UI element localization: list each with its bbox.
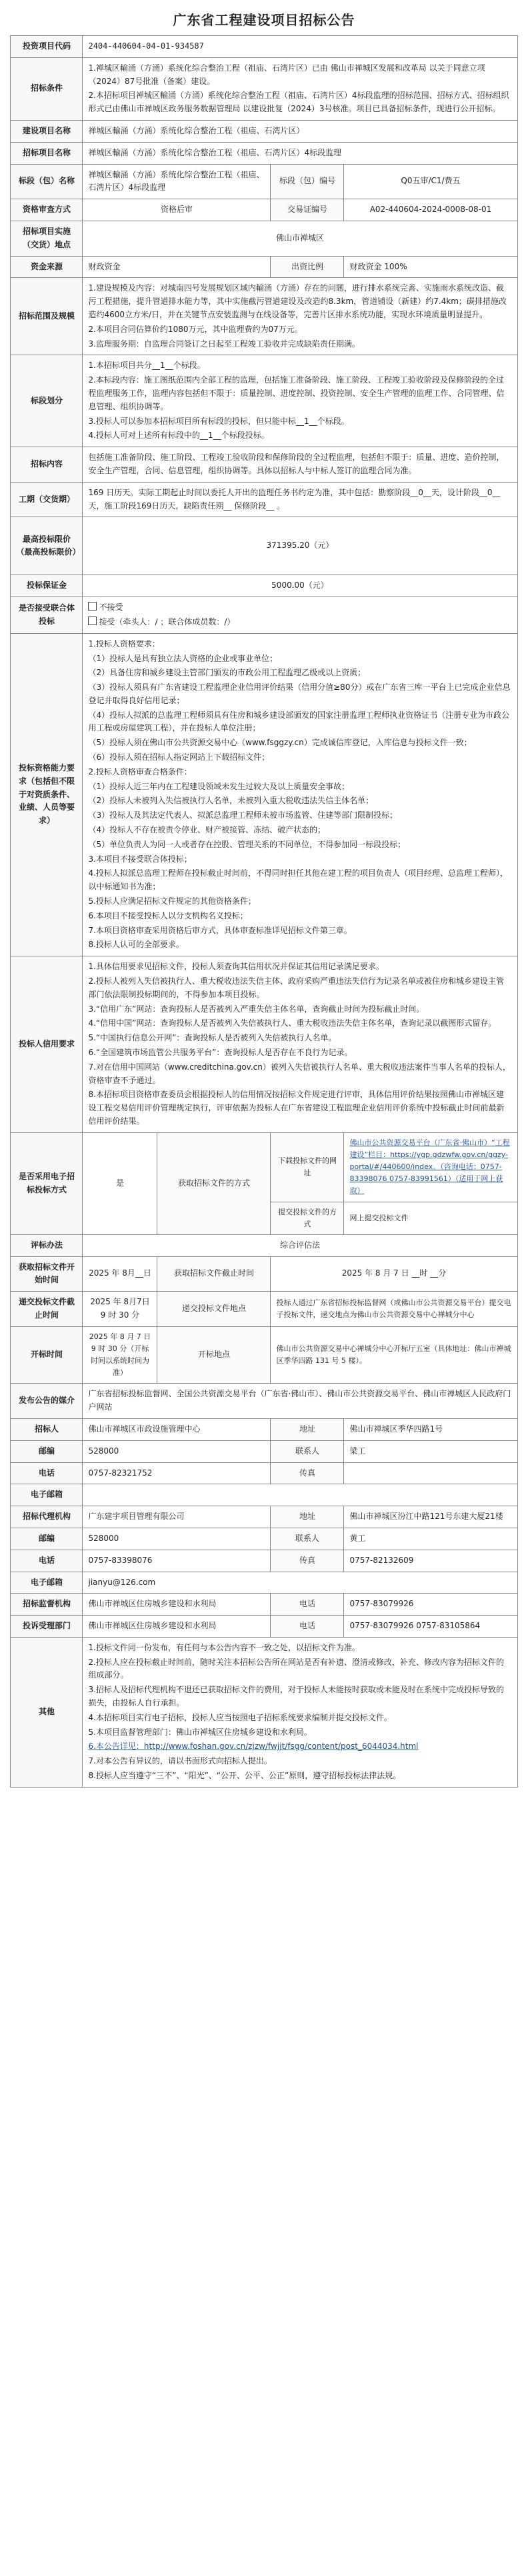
deadline-label: 递交投标文件截止时间 — [11, 1292, 83, 1327]
row-limit-price — [11, 517, 517, 575]
row-tenderer-4 — [11, 1484, 517, 1506]
supervisor-label: 招标监督机构 — [11, 1594, 83, 1616]
period-label: 工期（交货期） — [11, 482, 83, 517]
row-supervisor-1 — [11, 1594, 517, 1616]
note-item: 7.对本公告有异议的，请以书面形式向招标人提出。 — [88, 1756, 272, 1766]
download-address — [344, 1132, 517, 1202]
scope-item: 3.监理服务期：自监理合同签订之日起至工程竣工验收并完成缺陷责任期满。 — [88, 339, 360, 349]
submit-place-value: 投标人通过广东省招标投标监督网（或佛山市公共资源交易平台）提交电子投标文件，递交地点为佛山市公共资源交易中心禅城分中心 — [271, 1292, 517, 1327]
agent-phone: 0757-83398076 — [83, 1550, 271, 1572]
agent-name: 广东建宇项目管理有限公司 — [83, 1506, 271, 1528]
joint-label: 是否接受联合体 投标 — [11, 597, 83, 634]
qualification-item: （1）投标人是具有独立法人资格的企业或事业单位； — [88, 653, 278, 663]
row-period — [11, 482, 517, 517]
agent-address: 佛山市禅城区汾江中路121号东建大厦21楼 — [344, 1506, 517, 1528]
announcement-table — [10, 35, 517, 1788]
project-name-label: 建设项目名称 — [11, 120, 83, 142]
row-agent-3 — [11, 1550, 517, 1572]
tenderer-zip-label: 邮编 — [11, 1440, 83, 1462]
exam-code-value: A02-440604-2024-0008-08-01 — [344, 199, 517, 221]
row-project-code — [11, 36, 517, 58]
location-value: 佛山市禅城区 — [83, 221, 517, 256]
qualification-item: 2.投标人资格审查合格条件： — [88, 766, 192, 776]
method-label: 获取招标文件的方式 — [157, 1132, 271, 1234]
project-name-value: 禅城区輸涌（方涌）系统化综合整治工程（祖庙、石湾片区） — [83, 120, 517, 142]
tenderer-fax — [344, 1462, 517, 1484]
download-address-text[interactable]: 佛山市公共资源交易平台（广东省·佛山市）“工程建设”栏目：https://ygp.gdzwfw.gov.cn/ggzy-portal/#/440600/index。（咨询电话：0757-83398076 0757-83991561）（适用于网上获取） — [349, 1138, 510, 1196]
open-place-value: 佛山市公共资源交易中心禅城分中心开标厅五室（具体地址：佛山市禅城区季华四路 131 号 5 楼）。 — [271, 1326, 517, 1384]
row-opening — [11, 1326, 517, 1384]
content-label: 招标内容 — [11, 447, 83, 483]
media-value: 广东省招标投标监督网、全国公共资源交易平台（广东省·佛山市）、佛山市公共资源交易平台、佛山市禅城区人民政府门户网站 — [83, 1384, 517, 1419]
qualification-item: 8.投标人认可的全部要求。 — [88, 940, 184, 950]
row-tenderer-3 — [11, 1462, 517, 1484]
credit-item: 2.投标人被列入失信被执行人、重大税收违法失信主体、政府采购严重违法失信行为记录名单或被住房和城乡建设主管部门依法限制投标期间的，不得参加本项目投标。 — [88, 976, 504, 999]
electronic-label: 是否采用电子招标投标方式 — [11, 1132, 83, 1234]
exam-code-label: 交易证编号 — [271, 199, 344, 221]
conditions-label: 招标条件 — [11, 57, 83, 120]
row-location — [11, 221, 517, 256]
row-project-name — [11, 120, 517, 142]
section-name-value: 禅城区輸涌（方涌）系统化综合整治工程（祖庙、石湾片区）4标段监理 — [83, 142, 517, 164]
section-split-cell — [83, 355, 517, 447]
note-link[interactable]: 6.本公告详见：http://www.foshan.gov.cn/zjzw/fwjjt/fsgg/content/post_6044034.html — [88, 1742, 419, 1752]
deadline-value: 2025 年 8月7日 9 时 30 分 — [83, 1292, 157, 1327]
electronic-value: 是 — [83, 1132, 157, 1234]
qualifications-cell — [83, 633, 517, 956]
agent-contact: 黄工 — [344, 1528, 517, 1550]
qualification-item: （4）投标人不存在被责令停业、财产被接管、冻结、破产状态的； — [88, 825, 326, 835]
tenderer-contact-label: 联系人 — [271, 1440, 344, 1462]
lot-name-value: 禅城区輸涌（方涌）系统化综合整治工程（祖庙、石湾片区）4标段监理 — [83, 164, 271, 199]
qualification-item: 6.本项目不接受投标人以分支机构名义投标； — [88, 910, 248, 920]
submit-method-value: 网上提交投标文件 — [344, 1202, 517, 1234]
tenderer-phone: 0757-82321752 — [83, 1462, 271, 1484]
submit-method-label: 提交投标文件的方式 — [271, 1202, 344, 1234]
complaint-name: 佛山市禅城区住房城乡建设和水利局 — [83, 1616, 271, 1638]
funding-source: 财政资金 — [83, 256, 271, 278]
open-time-value: 2025 年 8 月 7 日 9 时 30 分（开标时间以系统时间为准） — [83, 1326, 157, 1384]
qualification-item: 4.投标人拟派总监理工程师在投标截止时间前，不得同时担任其他在建工程的项目负责人（项目经理、总监理工程师），以中标通知书为准； — [88, 868, 508, 892]
row-notes — [11, 1637, 517, 1787]
row-supervisor-2 — [11, 1616, 517, 1638]
lot-name-label: 标段（包）名称 — [11, 164, 83, 199]
media-label: 发布公告的媒介 — [11, 1384, 83, 1419]
open-place-label: 开标地点 — [157, 1326, 271, 1384]
joint-option-yes-label: 接受（牵头人：/ ；联合体成员数：/） — [99, 617, 235, 627]
qualification-item: （6）投标人须在招标人指定网站上下载招标文件； — [88, 752, 270, 762]
row-agent-2 — [11, 1528, 517, 1550]
qualifications-label: 投标资格能力要求（包括但不限于对资质条件、业绩、人员等要求） — [11, 633, 83, 956]
row-tenderer-1 — [11, 1418, 517, 1440]
credit-item: 1.具体信用要求见招标文件，投标人须查询其信用状况并保证其信用记录满足要求。 — [88, 962, 384, 972]
tenderer-contact: 梁工 — [344, 1440, 517, 1462]
note-item: 5.本项目监督管理部门：佛山市禅城区住房城乡建设和水利局。 — [88, 1727, 312, 1737]
note-item: 3.招标人及招标代理机构不退还已获取招标文件的费用，对于投标人未能按时获取或未能及时在系统中完成投标导致的损失，由投标人自行承担。 — [88, 1685, 504, 1708]
credit-item: 8.本招标项目资格审查委员会根据投标人的信用情况按招标文件规定进行评审，具体信用评价结果按照佛山市禅城区建设工程交易信用评价管理规定执行，评审依据为投标人在广东省建设工程监理企业信用评价系统中投标截止时间前最新信用评价结果。 — [88, 1090, 505, 1126]
conditions-cell — [83, 57, 517, 120]
qualification-item: （2）具备住房和城乡建设主管部门颁发的市政公用工程监理乙级或以上资质； — [88, 668, 366, 678]
note-item: 2.投标人应在投标截止时间前，随时关注本招标公告所在网站是否有补遗、澄清或修改，补充、修改内容为招标文件的组成部分。 — [88, 1657, 504, 1680]
notes-cell — [83, 1637, 517, 1787]
row-agent-1 — [11, 1506, 517, 1528]
review-method-label: 资格审查方式 — [11, 199, 83, 221]
row-eval — [11, 1234, 517, 1256]
get-start-label: 获取招标文件开始时间 — [11, 1256, 83, 1292]
deposit-label: 投标保证金 — [11, 575, 83, 597]
method-value: 下载投标文件的网址 — [271, 1132, 344, 1202]
row-media — [11, 1384, 517, 1419]
row-review — [11, 199, 517, 221]
row-deposit — [11, 575, 517, 597]
agent-email[interactable]: jianyu@126.com — [83, 1572, 517, 1594]
scope-label: 招标范围及规模 — [11, 278, 83, 355]
section-split-item: 4.投标人可对上述所有标段中的__1__个标段投标。 — [88, 431, 269, 441]
section-split-item: 3.投标人可以参加本招标项目所有标段的投标，但只能中标__1__个标段。 — [88, 416, 349, 426]
scope-cell — [83, 278, 517, 355]
qualification-item: 1.投标人资格要求： — [88, 639, 160, 648]
row-joint — [11, 597, 517, 634]
location-label: 招标项目实施（交货）地点 — [11, 221, 83, 256]
lot-code-value: Q0五审/C1/费五 — [344, 164, 517, 199]
notes-label: 其他 — [11, 1637, 83, 1787]
complaint-phone: 0757-83079926 0757-83105864 — [344, 1616, 517, 1638]
project-code-value: 2404-440604-04-01-934587 — [83, 36, 517, 58]
tenderer-zip: 528000 — [83, 1440, 271, 1462]
tenderer-phone-label: 电话 — [11, 1462, 83, 1484]
funding-label: 资金来源 — [11, 256, 83, 278]
agent-fax-label: 传真 — [271, 1550, 344, 1572]
checkbox-checked-icon — [88, 602, 97, 611]
row-credit — [11, 956, 517, 1133]
tenderer-address: 佛山市禅城区季华四路1号 — [344, 1418, 517, 1440]
complaint-label: 投诉受理部门 — [11, 1616, 83, 1638]
credit-item: 7.对在信用中国网站（www.creditchina.gov.cn）被列入失信被执行人名单、重大税收违法案件当事人名单的投标人，资格审查不予通过。 — [88, 1062, 511, 1085]
section-split-item: 2.本标段内容：施工图纸范围内全部工程的监理，包括施工准备阶段、施工阶段、工程竣工验收阶段及保修阶段的全过程监理服务工作，监理内容包括但不限于：质量控制、进度控制、投资控制、安全生产管理的监理工作、合同管理、信息管理、组织协调等。 — [88, 375, 505, 411]
credit-item: 4.“信用中国”网站：查询投标人是否被列入失信被执行人、重大税收违法失信主体名单，查询记录以截图形式留存。 — [88, 1018, 497, 1028]
row-section-name — [11, 142, 517, 164]
eval-method-label: 评标办法 — [11, 1234, 83, 1256]
row-get-docs — [11, 1256, 517, 1292]
qualification-item: （5）投标人须在佛山市公共资源交易中心（www.fsggzy.cn）完成诚信库登记，入库信息与投标文件一致； — [88, 738, 472, 748]
period-value: 169 日历天。实际工期起止时间以委托人开出的监理任务书约定为准，其中包括：勘察阶段__0__天，设计阶段__0__天，施工阶段169日历天，缺陷责任期__ 保修阶段__ 。 — [83, 482, 517, 517]
row-funding — [11, 256, 517, 278]
agent-contact-label: 联系人 — [271, 1528, 344, 1550]
joint-option-no[interactable] — [88, 601, 511, 615]
tenderer-name: 佛山市禅城区市政设施管理中心 — [83, 1418, 271, 1440]
note-item: 1.投标文件同一份发布，有任何与本公告内容不一致之处，以招标文件为准。 — [88, 1642, 360, 1652]
submit-place-label: 递交投标文件地点 — [157, 1292, 271, 1327]
complaint-phone-label: 电话 — [271, 1616, 344, 1638]
deposit-value: 5000.00（元） — [83, 575, 517, 597]
row-scope — [11, 278, 517, 355]
funding-ratio-value: 财政资金 100% — [344, 256, 517, 278]
supervisor-phone-label: 电话 — [271, 1594, 344, 1616]
qualification-item: 3.本项目不接受联合体投标； — [88, 854, 192, 864]
row-conditions — [11, 57, 517, 120]
scope-item: 1.建设规模及内容：对城南四号发展规划区域内輸涌（方涌）存在的问题，进行排水系统完善、实施雨水系统改造、截污工程措施，提升管道排水能力等，其中实施截污管道建设及改造约8.3km，管道铺设（新建）约7.4km；碳排措施改造约4600立方米/日，并在关键节点安装监测与在线设备等，完善片区排水系统功能，实现水环境质量明显提升。 — [88, 283, 507, 319]
condition-item: 2.本招标项目禅城区輸涌（方涌）系统化综合整治工程（祖庙、石湾片区）4标段监理的招标范围、招标方式、招标组织形式已由佛山市禅城区政务服务数据管理局 以建设批复（2024）3号核准。项目已具备招标条件，现进行公开招标。 — [88, 91, 509, 114]
credit-label: 投标人信用要求 — [11, 956, 83, 1133]
limit-price-label: 最高投标限价（最高投标限价） — [11, 517, 83, 575]
tenderer-label: 招标人 — [11, 1418, 83, 1440]
qualification-item: （1）投标人近三年内在工程建设领域未发生过较大及以上质量安全事故； — [88, 781, 350, 791]
qualification-item: （2）投标人未被列入失信被执行人名单，未被列入重大税收违法失信主体名单； — [88, 796, 374, 806]
agent-phone-label: 电话 — [11, 1550, 83, 1572]
agent-fax: 0757-82132609 — [344, 1550, 517, 1572]
qualification-item: （4）投标人拟派的总监理工程师须具有住房和城乡建设部颁发的国家注册监理工程师执业资格证书（注册专业为市政公用工程或房屋建筑工程），并在投标人单位注册； — [88, 710, 510, 733]
get-end-label: 获取招标文件截止时间 — [157, 1256, 271, 1292]
row-electronic-1 — [11, 1132, 517, 1202]
row-content — [11, 447, 517, 483]
row-agent-4 — [11, 1572, 517, 1594]
credit-item: 3.“信用广东”网站：查询投标人是否被列入严重失信主体名单，查询截止时间为投标截止时间。 — [88, 1004, 425, 1014]
agent-email-label: 电子邮箱 — [11, 1572, 83, 1594]
credit-cell — [83, 956, 517, 1133]
agent-label: 招标代理机构 — [11, 1506, 83, 1528]
tenderer-address-label: 地址 — [271, 1418, 344, 1440]
tenderer-fax-label: 传真 — [271, 1462, 344, 1484]
condition-item: 1.禅城区輸涌（方涌）系统化综合整治工程（祖庙、石湾片区）已由 佛山市禅城区发展和改革局 以关于同意立项（2024）87号批准（备案）建设。 — [88, 63, 485, 86]
get-end-value: 2025 年 8 月 7 日 __时 __分 — [271, 1256, 517, 1292]
agent-zip: 528000 — [83, 1528, 271, 1550]
qualification-item: （3）投标人及其法定代表人、拟派总监理工程师未被市场监管、住建等部门限制投标； — [88, 810, 398, 820]
note-item: 8.投标人应当遵守“三不”、“阳光”、“公开、公平、公正”原则，遵守招标投标法律法规。 — [88, 1771, 401, 1781]
row-section-split — [11, 355, 517, 447]
tenderer-email-label: 电子邮箱 — [11, 1484, 83, 1506]
supervisor-name: 佛山市禅城区住房城乡建设和水利局 — [83, 1594, 271, 1616]
review-method-value: 资格后审 — [83, 199, 271, 221]
qualification-item: （3）投标人须具有广东省建设工程监理企业信用评价结果（信用分值≥80分）或在广东省三库一平台上已完成企业信息登记并取得良好信用记录； — [88, 682, 511, 705]
agent-address-label: 地址 — [271, 1506, 344, 1528]
credit-item: 6.“全国建筑市场监管公共服务平台”：查询投标人是否存在不良行为记录。 — [88, 1048, 353, 1058]
project-code-label: 投资项目代码 — [11, 36, 83, 58]
lot-code-label: 标段（包）编号 — [271, 164, 344, 199]
checkbox-icon — [88, 617, 97, 625]
page-title: 广东省工程建设项目招标公告 — [173, 12, 355, 28]
funding-ratio-label: 出资比例 — [271, 256, 344, 278]
credit-item: 5.“中国执行信息公开网”：查询投标人是否被列入失信被执行人名单。 — [88, 1033, 337, 1043]
row-qualifications — [11, 633, 517, 956]
qualification-item: 5.投标人应满足招标文件规定的其他资格条件； — [88, 896, 256, 906]
qualification-item: 7.本项目资格审查采用资格后审方式，具体审查标准详见招标文件第三章。 — [88, 925, 352, 935]
limit-price-value: 371395.20（元） — [83, 517, 517, 575]
open-time-label: 开标时间 — [11, 1326, 83, 1384]
supervisor-phone: 0757-83079926 — [344, 1594, 517, 1616]
scope-item: 2.本项目合同估算价约1080万元，其中监理费约为07万元。 — [88, 324, 303, 334]
section-split-label: 标段划分 — [11, 355, 83, 447]
section-name-label: 招标项目名称 — [11, 142, 83, 164]
joint-cell — [83, 597, 517, 634]
get-start-value: 2025 年 8月__日 — [83, 1256, 157, 1292]
section-split-item: 1.本招标项目共分__1__个标段。 — [88, 361, 205, 371]
qualification-item: （5）单位负责人为同一人或者存在控股、管理关系的不同单位，不得参加同一标段投标； — [88, 839, 406, 849]
row-lot — [11, 164, 517, 199]
row-tenderer-2 — [11, 1440, 517, 1462]
row-deadline — [11, 1292, 517, 1327]
joint-option-yes[interactable] — [88, 616, 511, 629]
agent-zip-label: 邮编 — [11, 1528, 83, 1550]
joint-option-no-label: 不接受 — [99, 603, 123, 613]
eval-method-value: 综合评估法 — [83, 1234, 517, 1256]
content-value: 包括施工准备阶段、施工阶段、工程竣工验收阶段和保修阶段的全过程监理，包括但不限于：质量、进度、造价控制，安全生产管理，合同、信息管理，组织协调等。具体以招标人与中标人签订的监理合同为准。 — [83, 447, 517, 483]
tenderer-email[interactable] — [83, 1484, 517, 1506]
note-item: 4.本招标项目实行电子招标，投标人应当按照电子招标系统要求编制并提交投标文件。 — [88, 1712, 392, 1722]
